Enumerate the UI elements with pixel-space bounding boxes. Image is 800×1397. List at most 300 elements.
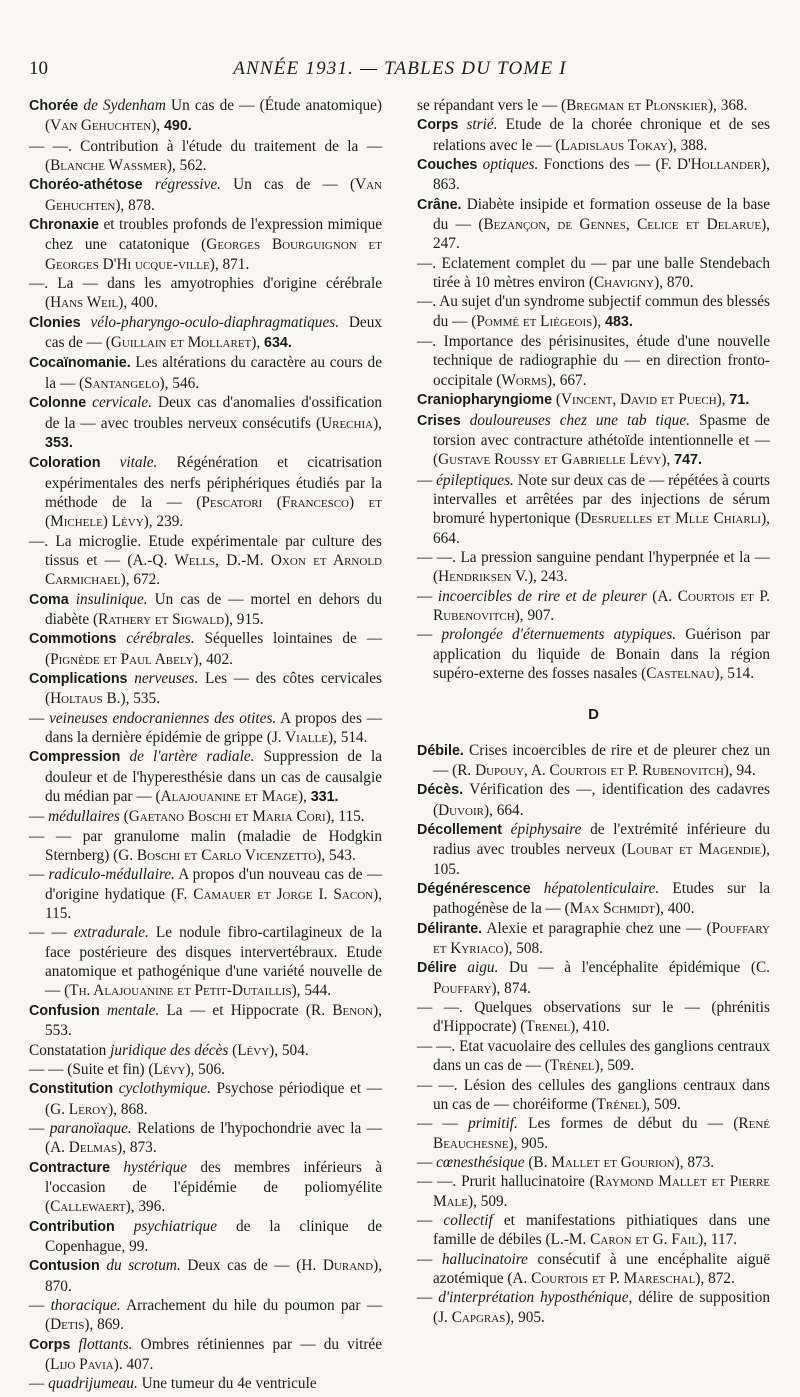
entry-headword: Coloration	[29, 455, 101, 472]
entry-authors: Raymond Mallet et Pierre Male	[433, 1173, 771, 1210]
entry-text: Spasme de torsion avec contracture athétoïde intentionnelle et — (	[433, 411, 770, 469]
entry-page-ref: ), 115.	[325, 808, 365, 826]
entry-page-ref: ), 878.	[115, 196, 155, 214]
entry-page-ref: ), 873.	[117, 1139, 157, 1157]
entry-text: Prurit hallucinatoire (	[461, 1173, 595, 1191]
entry-headword: Cocaïnomanie.	[29, 355, 131, 372]
entry-dash: — —	[29, 827, 72, 845]
entry-text: Du — à l'encéphalite épidémique (	[498, 959, 756, 977]
entry-dash: — —.	[417, 1173, 457, 1191]
entry-text: Crises incoercibles de rire et de pleurer chez un — (	[433, 741, 770, 779]
entry-authors: Ladislaus Tokay	[560, 136, 668, 154]
entry-qualifier: optiques.	[482, 156, 539, 174]
entry-page-ref: ), 117.	[698, 1231, 738, 1249]
entry-page-ref: ), 509.	[467, 1192, 508, 1210]
index-entry	[29, 590, 382, 630]
entry-authors: L.-M. Caron et G. Fail	[550, 1231, 699, 1249]
entry-qualifier: extradurale.	[73, 924, 149, 942]
index-entry	[417, 1114, 770, 1153]
entry-page-ref: ), 508.	[503, 940, 543, 958]
entry-page-ref: ), 672.	[120, 571, 161, 589]
entry-qualifier: flottants.	[78, 1335, 133, 1353]
index-entry	[417, 780, 770, 820]
entry-text: par granulome malin (maladie de Hodgkin Sternberg) (	[45, 827, 382, 865]
entry-page-bold: 634.	[264, 335, 292, 352]
entry-qualifier: radiculo-médullaire.	[48, 866, 175, 884]
entry-dash: — —.	[417, 999, 463, 1017]
entry-authors: Pommé et Liégeois	[476, 312, 593, 330]
entry-qualifier: vélo-pharyngo-oculo-diaphragmatiques.	[90, 313, 340, 331]
entry-headword: Crises	[417, 412, 461, 429]
entry-dash: — —.	[29, 137, 72, 155]
entry-authors: Lijo Pavia	[50, 1356, 114, 1373]
entry-text: Au sujet d'un syndrome subjectif commun des blessés du — (	[433, 293, 770, 330]
entry-text: et troubles profonds de l'expression mimique chez une catatonique (	[45, 216, 383, 254]
entry-text: de la clinique de Copenhague, 99.	[45, 1217, 382, 1255]
entry-text: Deux cas d'anomalies d'ossification de la — avec troubles nerveux consécutifs (	[45, 394, 382, 432]
section-letter-d: D	[588, 706, 599, 724]
entry-qualifier: veineuses endocraniennes des otites.	[49, 709, 277, 727]
index-entry	[29, 1001, 382, 1041]
index-entry	[29, 1119, 382, 1158]
entry-page-ref: ), 506.	[185, 1060, 225, 1078]
entry-authors: Urechia	[321, 414, 374, 432]
entry-text: Une tumeur du 4e ventricule	[137, 1375, 317, 1393]
entry-text: La microglie. Etude expérimentale par culture des tissus et — (	[45, 532, 382, 569]
entry-page-ref: ), 907.	[514, 606, 555, 624]
entry-text: Le nodule fibro-cartilagineux de la face postérieure des disques intervertébraux. Etude anatomique et pathogénique d'une variété nouvelle de — (	[45, 924, 383, 1000]
entry-headword: Colonne	[29, 395, 87, 412]
entry-headword: Craniopharyngiome	[417, 392, 553, 409]
index-entry	[417, 625, 770, 683]
left-column	[29, 96, 382, 1394]
entry-page-ref: ),	[373, 414, 382, 432]
entry-authors: Blanche Wassmer	[50, 157, 167, 175]
entry-dash: — —	[29, 924, 67, 942]
entry-page-ref: ), 871.	[209, 255, 250, 273]
entry-text: Alexie et paragraphie chez une — (	[486, 919, 712, 937]
entry-page-ref: ), 905.	[508, 1134, 549, 1152]
entry-authors: Vincent, David et Puech	[560, 391, 717, 409]
entry-headword: Compression	[29, 749, 121, 766]
index-entry	[29, 669, 382, 709]
entry-dash: —	[417, 1153, 433, 1171]
entry-text: délire de supposition (	[433, 1289, 771, 1326]
entry-page-ref: ), 509.	[594, 1057, 635, 1075]
index-entry	[29, 313, 382, 354]
entry-page-ref: ), 239.	[143, 513, 184, 531]
entry-page-ref: ). 407.	[113, 1356, 154, 1373]
entry-page-ref: ), 868.	[108, 1100, 148, 1118]
entry-page-ref: ), 402.	[193, 650, 233, 668]
entry-authors: Chavigny	[593, 274, 655, 292]
entry-authors: Trenel	[525, 1018, 571, 1036]
entry-qualifier: vitale.	[119, 454, 158, 472]
entry-text: Vérification des —, identification des cadavres (	[433, 781, 770, 819]
page-number: 10	[29, 58, 48, 79]
entry-dash: —	[29, 709, 45, 727]
entry-page-ref: ), 543.	[316, 847, 356, 865]
entry-text: (	[119, 808, 129, 826]
entry-headword: Contracture	[29, 1159, 111, 1176]
entry-text: A propos d'un nouveau cas de — d'origine hydatique (	[45, 866, 382, 903]
entry-page-ref: ), 400.	[118, 294, 158, 312]
index-entry	[417, 958, 770, 998]
entry-page-ref: ), 553.	[45, 1001, 382, 1040]
entry-headword: Chronaxie	[29, 217, 99, 234]
index-entry	[417, 292, 770, 332]
entry-qualifier: insulinique.	[75, 590, 148, 608]
entry-qualifier: hallucinatoire	[441, 1250, 528, 1268]
entry-qualifier: médullaires	[48, 808, 120, 826]
entry-qualifier: cérébrales.	[126, 630, 195, 648]
entry-text: consécutif à une encéphalite aiguë azotémique (	[433, 1250, 770, 1287]
entry-authors: Lévy	[153, 1060, 186, 1078]
entry-authors: Hans Weil	[50, 294, 119, 312]
entry-qualifier: psychiatrique	[133, 1217, 217, 1235]
index-entry	[417, 879, 770, 919]
index-entry	[417, 587, 770, 626]
entry-qualifier: cyclothymique.	[118, 1080, 211, 1098]
entry-text: Importance des périsinusites, étude d'une nouvelle technique de radiographie du — en direction fronto-occipitale (	[433, 333, 770, 389]
entry-headword: Corps	[417, 117, 459, 134]
entry-qualifier: hystérique	[123, 1158, 188, 1176]
entry-text: Suppression de la douleur et de l'hyperesthésie dans un cas de causalgie du médian par — (	[45, 748, 383, 806]
entry-authors: Pignède et Paul Abely	[50, 650, 194, 668]
index-entry	[417, 548, 770, 587]
entry-page-bold: 490.	[163, 118, 192, 135]
entry-authors: Courtois et P. Rubenovitch	[433, 587, 770, 624]
index-entry	[29, 807, 382, 826]
entry-headword: Chorée	[29, 98, 79, 114]
entry-authors: Guillain et Mollaret	[110, 334, 252, 352]
entry-page-ref: ),	[151, 117, 164, 135]
entry-text: (	[524, 1153, 534, 1171]
index-entry	[29, 629, 382, 669]
index-entry	[417, 254, 770, 293]
entry-headword: Clonies	[29, 314, 81, 331]
entry-page-bold: 71.	[729, 392, 750, 409]
entry-text: Etudes sur la pathogénèse de la — (	[433, 880, 770, 918]
entry-authors: Bregman et Plonskier	[566, 97, 708, 114]
entry-authors: Th. Alajouanine et Petit-Dutaillis	[69, 982, 292, 1000]
index-entry	[417, 1076, 770, 1115]
index-entry	[417, 741, 770, 781]
entry-authors: A. Delmas	[50, 1139, 118, 1157]
entry-page-ref: ), 514.	[714, 664, 755, 682]
entry-dash: —.	[417, 293, 437, 311]
entry-text: Note sur deux cas de — répétées à courts intervalles et arrêtées par des injections de sérum bromuré hypertonique (	[433, 471, 771, 528]
entry-authors: Georges Bourguignon et Georges D'Hi ucque-ville	[45, 236, 382, 273]
entry-dash: —	[417, 587, 433, 605]
entry-headword: Débile.	[417, 742, 464, 759]
index-entry	[29, 215, 382, 274]
page-header	[0, 58, 800, 80]
entry-qualifier: mentale.	[106, 1001, 160, 1019]
entry-page-ref: ),	[297, 788, 311, 806]
entry-text: Un cas de — mortel en dehors du diabète (	[45, 590, 382, 628]
entry-headword: Confusion	[29, 1002, 100, 1019]
entry-headword: Couches	[417, 157, 478, 174]
entry-text: Quelques observations sur le — (phrénitis d'Hippocrate) (	[433, 999, 770, 1036]
index-entry	[29, 274, 382, 313]
index-entry	[417, 195, 770, 254]
entry-dash: —	[417, 1289, 433, 1307]
index-entry	[29, 532, 382, 590]
entry-dash: —.	[29, 275, 49, 293]
entry-text: se répandant vers le — (	[417, 97, 567, 114]
index-entry	[417, 820, 770, 879]
index-entry	[29, 1060, 382, 1079]
entry-page-ref: ), 870.	[45, 1257, 382, 1295]
entry-authors: H. Durand	[301, 1257, 374, 1275]
entry-qualifier: collectif	[443, 1211, 493, 1229]
entry-page-ref: ), 400.	[655, 900, 695, 918]
entry-authors: Santangelo	[84, 374, 160, 392]
entry-page-bold: 353.	[45, 434, 73, 451]
entry-authors: Pescatori (Francesco) et (Michele) Lévy	[45, 493, 382, 531]
entry-qualifier: cervicale.	[92, 394, 153, 412]
index-entry	[29, 137, 382, 176]
entry-text: Arrachement du hile du poumon par — (	[45, 1296, 382, 1334]
index-entry	[29, 747, 382, 807]
entry-authors: G. Leroy	[50, 1100, 109, 1118]
index-entry	[29, 827, 382, 866]
index-entry	[417, 390, 770, 410]
index-entry	[29, 923, 382, 1000]
entry-qualifier: cœnesthésique	[436, 1153, 525, 1171]
entry-text: Deux cas de — (	[180, 1257, 302, 1275]
index-entry	[29, 1374, 382, 1393]
entry-page-ref: ), 105.	[433, 841, 770, 878]
entry-headword: Crâne.	[417, 196, 462, 213]
entry-headword: Corps	[29, 1336, 71, 1353]
entry-dash: —	[29, 1119, 45, 1137]
entry-qualifier: douloureuses chez une tab tique.	[469, 411, 690, 429]
entry-qualifier: de l'artère radiale.	[129, 748, 255, 766]
index-entry	[29, 1217, 382, 1257]
entry-page-ref: ), 905.	[505, 1308, 545, 1326]
index-entry	[29, 1296, 382, 1335]
entry-authors: A.-Q. Wells, D.-M. Oxon et Arnold Carmichael	[45, 551, 382, 589]
entry-headword: Coma	[29, 591, 69, 608]
entry-text: Eclatement complet du — par une balle Stendebach tirée à 10 mètres environ (	[433, 254, 770, 292]
entry-authors: Bezançon, de Gennes, Celice et Delarue	[483, 216, 762, 234]
entry-authors: A. Courtois et P. Mareschal	[512, 1269, 696, 1287]
entry-page-ref: ), 504.	[269, 1041, 309, 1059]
entry-page-ref: ),	[592, 312, 606, 330]
entry-page-bold: 747.	[674, 452, 702, 469]
entry-dash: —	[417, 626, 433, 644]
entry-text: Régénération et cicatrisation expérimentales des nerfs périphériques étudiés par la méthode de la — (	[45, 454, 382, 511]
index-entry	[29, 1256, 382, 1296]
entry-authors: Duvoir	[438, 801, 484, 819]
index-entry	[417, 96, 770, 115]
entry-authors: Hendriksen V.	[438, 568, 528, 586]
entry-authors: Pouffary et Kyriaco	[433, 919, 770, 958]
entry-headword: Constitution	[29, 1081, 114, 1098]
entry-authors: Gaetano Boschi et Maria Cori	[128, 808, 326, 826]
entry-page-ref: ), 535.	[120, 690, 161, 708]
entry-qualifier: quadrijumeau.	[48, 1375, 138, 1393]
entry-authors: Holtaus B.	[50, 690, 121, 708]
entry-qualifier: épileptiques.	[436, 471, 514, 489]
index-entry	[417, 471, 770, 548]
entry-page-ref: ), 388.	[667, 136, 708, 154]
entry-text: La — dans les amyotrophies d'origine cérébrale (	[45, 275, 382, 312]
entry-authors: Trénel	[596, 1095, 642, 1113]
entry-headword: Choréo-athétose	[29, 177, 143, 194]
entry-text: Psychose périodique et — (	[45, 1080, 382, 1118]
entry-qualifier: épiphysaire	[510, 821, 582, 839]
entry-text: (	[555, 391, 561, 409]
entry-authors: Loubat et Magendie	[626, 841, 762, 859]
entry-authors: G. Boschi et Carlo Vicenzetto	[118, 847, 317, 865]
entry-qualifier: aigu.	[467, 959, 499, 977]
entry-dash: —.	[29, 532, 49, 550]
entry-authors: Trénel	[549, 1057, 595, 1075]
index-entry	[29, 175, 382, 215]
entry-authors: J. Vialle	[271, 729, 328, 746]
entry-qualifier: du scrotum.	[106, 1257, 181, 1275]
entry-text: Etat vacuolaire des cellules des ganglions centraux dans un cas de — (	[433, 1037, 770, 1075]
entry-qualifier: nerveuses.	[134, 669, 199, 687]
index-entry	[417, 332, 770, 390]
entry-dash: —	[29, 1296, 45, 1314]
entry-authors: F. D'Hollander	[660, 156, 762, 174]
entry-page-ref: ), 869.	[84, 1316, 124, 1334]
entry-page-ref: ), 546.	[159, 374, 200, 392]
entry-authors: R. Dupouy, A. Courtois et P. Rubenovitch	[457, 762, 724, 779]
entry-page-ref: ), 872.	[695, 1269, 735, 1287]
entry-text: Contribution à l'étude du traitement de la — (	[45, 137, 382, 175]
entry-text: Les formes de début du — (	[517, 1115, 739, 1133]
entry-headword: Complications	[29, 670, 128, 687]
entry-text: Un cas de — (Étude anatomique) (	[45, 97, 382, 135]
index-entry	[417, 1250, 770, 1289]
entry-qualifier: hépatolenticulaire.	[543, 880, 660, 898]
entry-authors: René Beauchesne	[433, 1115, 770, 1152]
entry-page-ref: ), 544.	[291, 982, 332, 1000]
entry-page-ref: ), 115.	[45, 885, 382, 923]
entry-text: Les altérations du caractère au cours de la — (	[45, 354, 382, 392]
index-entry	[29, 393, 382, 453]
entry-headword: Dégénérescence	[417, 881, 531, 898]
entry-text: Un cas de — (	[220, 176, 356, 194]
entry-dash: —	[29, 1375, 45, 1393]
right-column	[417, 96, 770, 1327]
entry-authors: C. Pouffary	[433, 959, 770, 997]
entry-authors: Castelnau	[646, 664, 715, 682]
entry-page-bold: 331.	[310, 789, 339, 806]
entry-headword: Délire	[417, 960, 457, 977]
entry-dash: —.	[417, 333, 437, 351]
entry-dash: —.	[417, 254, 437, 272]
entry-headword: Délirante.	[417, 920, 483, 937]
entry-qualifier: thoracique.	[50, 1296, 121, 1314]
entry-text: Fonctions des — (	[538, 156, 661, 174]
index-entry	[417, 998, 770, 1037]
entry-authors: F. Camauer et Jorge I. Sacon	[176, 885, 374, 903]
entry-headword: Commotions	[29, 631, 117, 648]
entry-authors: B. Mallet et Gourion	[533, 1153, 675, 1171]
entry-text: A propos des — dans la dernière épidémie de grippe (	[45, 709, 382, 746]
index-entry	[29, 96, 382, 137]
entry-page-ref: ), 667.	[547, 371, 587, 389]
entry-page-ref: ), 410.	[570, 1018, 610, 1036]
entry-headword: Décollement	[417, 822, 503, 839]
index-entry	[417, 1037, 770, 1076]
entry-page-ref: ), 863.	[433, 156, 770, 194]
entry-qualifier: paranoïaque.	[49, 1119, 132, 1137]
index-entry	[417, 1172, 770, 1211]
entry-text: Séquelles lointaines de — (	[45, 630, 383, 668]
entry-page-ref: ), 94.	[723, 762, 756, 779]
entry-page-ref: ), 915.	[224, 610, 264, 628]
entry-text: (	[228, 1041, 238, 1059]
entry-text: de l'extrémité inférieure du radius avec troubles nerveux (	[433, 821, 771, 859]
entry-dash: —	[29, 808, 45, 826]
entry-page-ref: ), 368.	[707, 97, 748, 114]
entry-dash: —	[417, 471, 433, 489]
entry-dash: — —.	[417, 1037, 456, 1055]
entry-qualifier: strié.	[466, 116, 498, 134]
entry-headword: Contusion	[29, 1258, 100, 1275]
entry-qualifier: régressive.	[154, 176, 221, 194]
index-entry	[417, 411, 770, 471]
entry-authors: Van Gehuchten	[50, 117, 152, 135]
entry-page-ref: ), 243.	[527, 568, 568, 586]
entry-dash: — —	[29, 1060, 64, 1078]
entry-authors: R. Benon	[311, 1001, 374, 1019]
entry-page-ref: ), 509.	[641, 1095, 681, 1113]
entry-authors: Callewaert	[50, 1198, 126, 1216]
entry-authors: Detis	[50, 1316, 85, 1334]
entry-qualifier: de Sydenham	[83, 97, 166, 114]
index-entry	[29, 1079, 382, 1119]
entry-qualifier: incoercibles de rire et de pleurer	[437, 587, 647, 605]
entry-dash: — —.	[417, 1076, 458, 1094]
entry-text: des membres inférieurs à l'occasion de l'épidémie de poliomyélite (	[45, 1158, 382, 1216]
entry-page-ref: ), 396.	[125, 1198, 166, 1216]
index-entry	[29, 865, 382, 923]
entry-qualifier: juridique des décès	[110, 1041, 229, 1059]
entry-text: Lésion des cellules des ganglions centraux dans un cas de — choréiforme (	[433, 1076, 770, 1113]
entry-page-ref: ), 870.	[654, 274, 694, 292]
entry-dash: —	[417, 1250, 433, 1268]
index-entry	[29, 353, 382, 393]
index-entry	[29, 1158, 382, 1217]
entry-qualifier: prolongée d'éternuements atypiques.	[441, 626, 677, 644]
entry-page-ref: ), 873.	[674, 1153, 715, 1171]
running-title: ANNÉE 1931. — TABLES DU TOME I	[233, 58, 567, 79]
index-entry	[29, 1335, 382, 1375]
entry-text: Etude de la chorée chronique et de ses relations avec le — (	[433, 116, 770, 154]
right-column-d-entries	[417, 741, 770, 1327]
entry-page-ref: ),	[716, 391, 730, 409]
entry-authors: Lévy	[237, 1041, 270, 1059]
entry-headword: Décès.	[417, 782, 464, 799]
entry-text: Relations de l'hypochondrie avec la — (	[45, 1119, 383, 1157]
entry-text: La pression sanguine pendant l'hyperpnée et la — (	[433, 548, 771, 586]
entry-dash: — —.	[417, 548, 456, 566]
entry-text: La — et Hippocrate (	[159, 1001, 312, 1019]
index-entry	[29, 1041, 382, 1060]
entry-page-ref: ),	[661, 451, 675, 469]
entry-text: (Suite et fin) (	[67, 1060, 154, 1078]
index-entry	[417, 1211, 770, 1250]
entry-headword: Contribution	[29, 1218, 115, 1235]
